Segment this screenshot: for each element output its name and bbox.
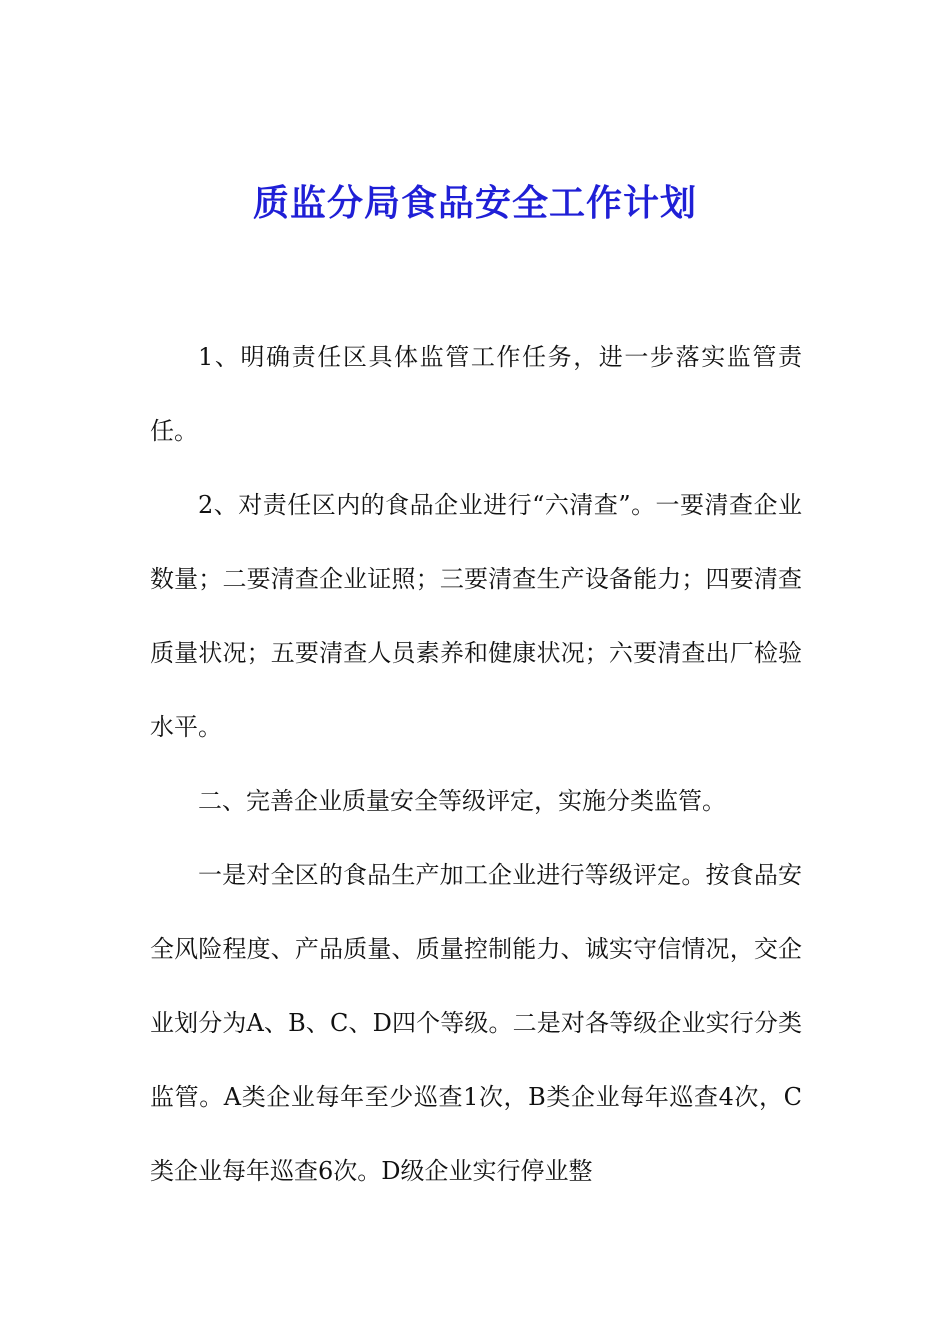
paragraph-1: 1、明确责任区具体监管工作任务，进一步落实监管责任。: [150, 343, 802, 445]
paragraph-4: 一是对全区的食品生产加工企业进行等级评定。按食品安全风险程度、产品质量、质量控制能力、诚实守信情况，交企业划分为A、B、C、D四个等级。二是对各等级企业实行分类监管。A类企业每年至少巡查1次，B类企业每年巡查4次，C类企业每年巡查6次。D级企业实行停业整: [150, 861, 802, 1185]
document-body: [150, 320, 802, 1208]
document-title: 质监分局食品安全工作计划: [252, 183, 697, 224]
paragraph-2: 2、对责任区内的食品企业进行“六清查”。一要清查企业数量；二要清查企业证照；三要清查生产设备能力；四要清查质量状况；五要清查人员素养和健康状况；六要清查出厂检验水平。: [150, 491, 802, 741]
paragraph-3: 二、完善企业质量安全等级评定，实施分类监管。: [198, 787, 726, 815]
